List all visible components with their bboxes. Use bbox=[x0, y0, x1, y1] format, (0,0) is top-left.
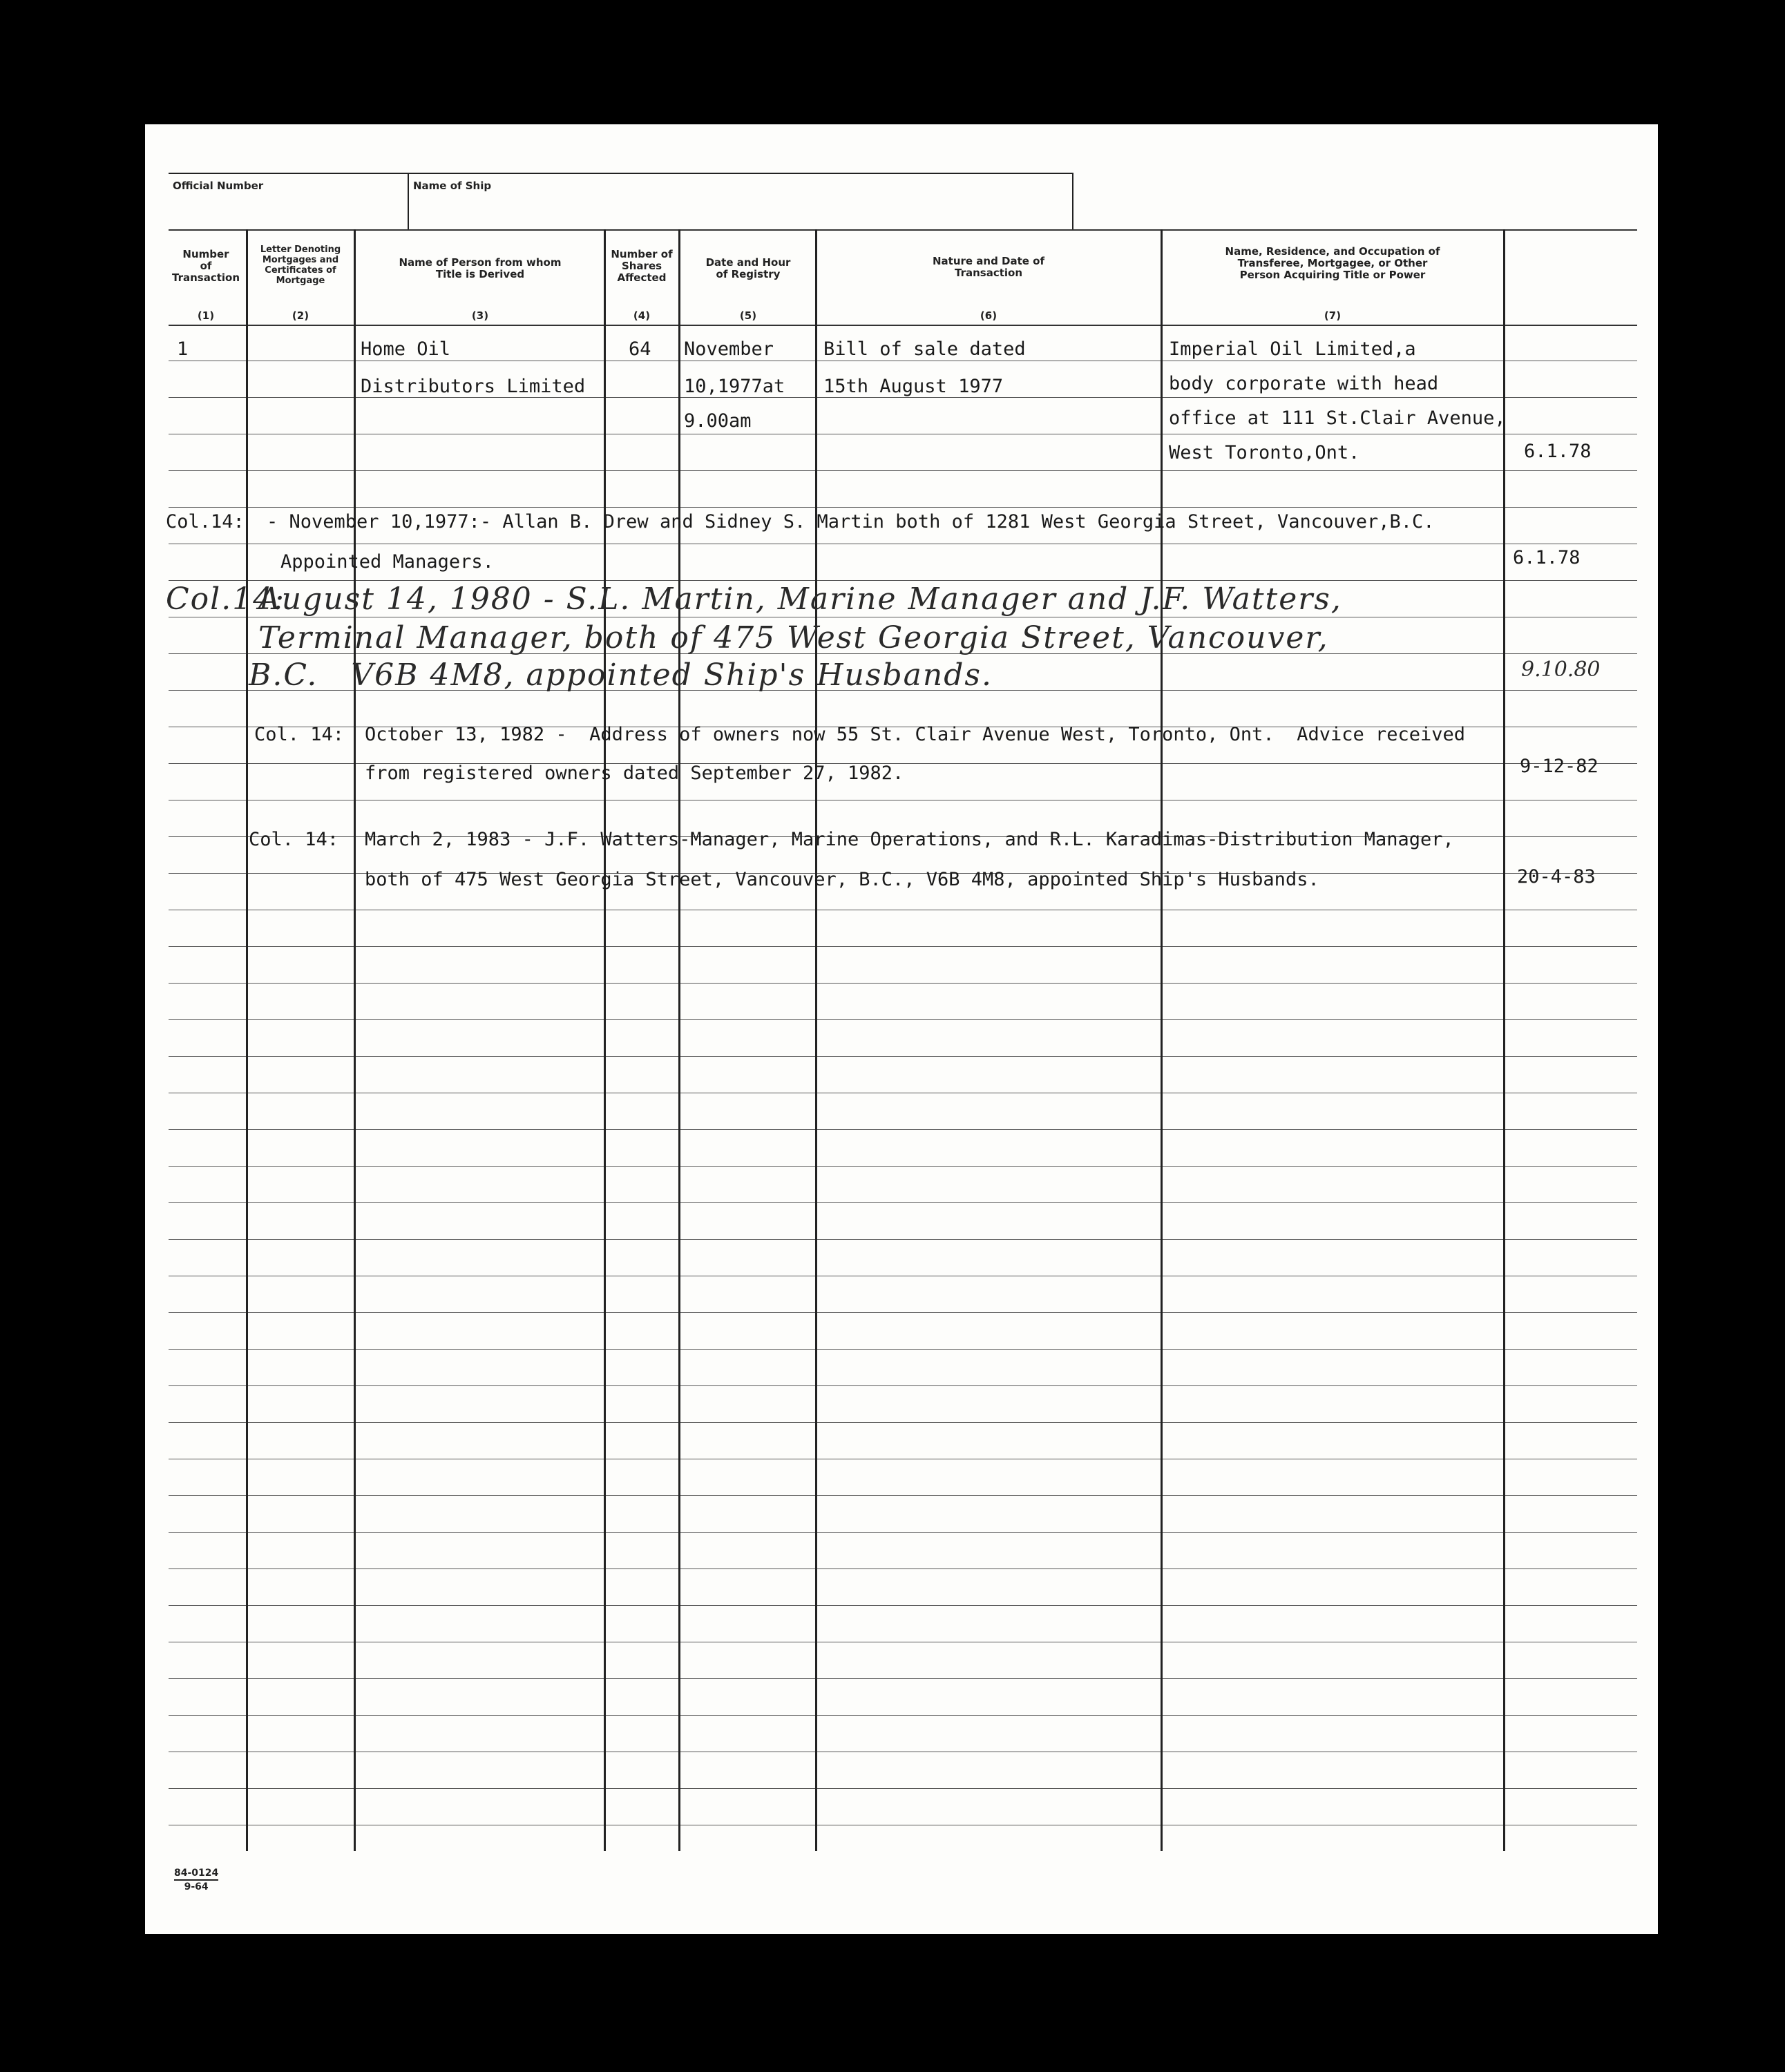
ruled-line bbox=[169, 1019, 1637, 1020]
transaction-number: 1 bbox=[177, 338, 189, 360]
column-number-2: (2) bbox=[292, 309, 309, 322]
title-from-line: Distributors Limited bbox=[361, 376, 586, 397]
column-divider bbox=[1503, 229, 1505, 1851]
ruled-line bbox=[169, 946, 1637, 947]
register-page bbox=[145, 124, 1658, 1934]
ruled-line bbox=[169, 1129, 1637, 1130]
ruled-line bbox=[169, 1678, 1637, 1679]
ship-name-box bbox=[408, 173, 1073, 231]
transferee-line: Imperial Oil Limited,a bbox=[1169, 338, 1416, 360]
ruled-line bbox=[169, 470, 1637, 471]
handwritten-note-label: Col.14: bbox=[166, 582, 286, 617]
note-label: Col.14: bbox=[166, 511, 245, 533]
column-number-5: (5) bbox=[739, 309, 757, 322]
ruled-line bbox=[169, 1422, 1637, 1423]
note-line: October 13, 1982 - Address of owners now 55 St. Clair Avenue West, Toronto, Ont. Advice received bbox=[365, 724, 1466, 745]
column-divider bbox=[354, 229, 356, 1851]
column-number-6: (6) bbox=[980, 309, 998, 322]
registry-line: November bbox=[684, 338, 774, 360]
note-line: both of 475 West Georgia Street, Vancouver, B.C., V6B 4M8, appointed Ship's Husbands. bbox=[365, 869, 1319, 890]
note-line: from registered owners dated September 27, 1982. bbox=[365, 762, 904, 784]
official-number-label: Official Number bbox=[173, 180, 264, 192]
title-from-line: Home Oil bbox=[361, 338, 451, 360]
ruled-line bbox=[169, 1349, 1637, 1350]
ruled-line bbox=[169, 1166, 1637, 1167]
registry-line: 9.00am bbox=[684, 410, 752, 432]
handwritten-note-date: 9.10.80 bbox=[1521, 658, 1601, 682]
ruled-line bbox=[169, 1202, 1637, 1203]
nature-line: Bill of sale dated bbox=[823, 338, 1026, 360]
note-label: Col. 14: bbox=[249, 829, 339, 850]
ruled-line bbox=[169, 1788, 1637, 1789]
transferee-line: West Toronto,Ont. bbox=[1169, 442, 1360, 463]
note-line: March 2, 1983 - J.F. Watters-Manager, Marine Operations, and R.L. Karadimas-Distribution Manager, bbox=[365, 829, 1454, 850]
note-line: - November 10,1977:- Allan B. Drew and Sidney S. Martin both of 1281 West Georgia Street, Vancouver,B.C. bbox=[267, 511, 1435, 533]
column-header-5: Date and Hour of Registry bbox=[705, 256, 791, 280]
ruled-line bbox=[169, 1532, 1637, 1533]
handwritten-note-line: B.C. V6B 4M8, appointed Ship's Husbands. bbox=[249, 658, 993, 693]
ruled-line bbox=[169, 1056, 1637, 1057]
official-number-box bbox=[169, 173, 409, 231]
ruled-line bbox=[169, 397, 1637, 398]
column-header-4: Number of Shares Affected bbox=[611, 248, 673, 284]
transferee-line: body corporate with head bbox=[1169, 373, 1439, 394]
column-header-2: Letter Denoting Mortgages and Certificates of Mortgage bbox=[260, 244, 341, 286]
column-number-4: (4) bbox=[633, 309, 651, 322]
ruled-line bbox=[169, 1495, 1637, 1496]
note-label: Col. 14: bbox=[254, 724, 345, 745]
column-number-3: (3) bbox=[471, 309, 489, 322]
note-date: 9-12-82 bbox=[1520, 756, 1598, 777]
note-line: Appointed Managers. bbox=[280, 551, 494, 573]
column-header-3: Name of Person from whom Title is Derived bbox=[399, 256, 562, 280]
ruled-line bbox=[169, 507, 1637, 508]
ruled-line bbox=[169, 1239, 1637, 1240]
note-date: 6.1.78 bbox=[1513, 547, 1581, 568]
ruled-line bbox=[169, 1385, 1637, 1386]
ruled-line bbox=[169, 580, 1637, 581]
ruled-line bbox=[169, 983, 1637, 984]
shares-affected: 64 bbox=[629, 338, 651, 360]
handwritten-note-line: Terminal Manager, both of 475 West Georgia Street, Vancouver, bbox=[258, 620, 1329, 655]
ruled-line bbox=[169, 1715, 1637, 1716]
column-divider bbox=[1161, 229, 1163, 1851]
column-header-6: Nature and Date of Transaction bbox=[932, 255, 1045, 279]
registry-line: 10,1977at bbox=[684, 376, 785, 397]
ship-name-label: Name of Ship bbox=[413, 180, 492, 192]
transferee-line: office at 111 St.Clair Avenue, bbox=[1169, 407, 1506, 429]
ruled-line bbox=[169, 1605, 1637, 1606]
handwritten-note-line: August 14, 1980 - S.L. Martin, Marine Manager and J.F. Watters, bbox=[258, 582, 1342, 617]
column-divider bbox=[246, 229, 248, 1851]
column-header-1: Number of Transaction bbox=[171, 248, 240, 284]
column-number-7: (7) bbox=[1324, 309, 1342, 322]
column-number-1: (1) bbox=[197, 309, 215, 322]
form-number: 84-0124 9-64 bbox=[174, 1868, 219, 1892]
ruled-line bbox=[169, 1312, 1637, 1313]
note-date: 20-4-83 bbox=[1517, 866, 1596, 888]
entry-date: 6.1.78 bbox=[1524, 441, 1592, 462]
column-divider bbox=[604, 229, 606, 1851]
column-divider bbox=[678, 229, 680, 1851]
table-top-rule bbox=[169, 229, 1637, 231]
nature-line: 15th August 1977 bbox=[823, 376, 1004, 397]
column-divider bbox=[815, 229, 817, 1851]
header-bottom-rule bbox=[169, 325, 1637, 326]
column-header-7: Name, Residence, and Occupation of Transferee, Mortgagee, or Other Person Acquiring Title or Power bbox=[1225, 245, 1440, 281]
